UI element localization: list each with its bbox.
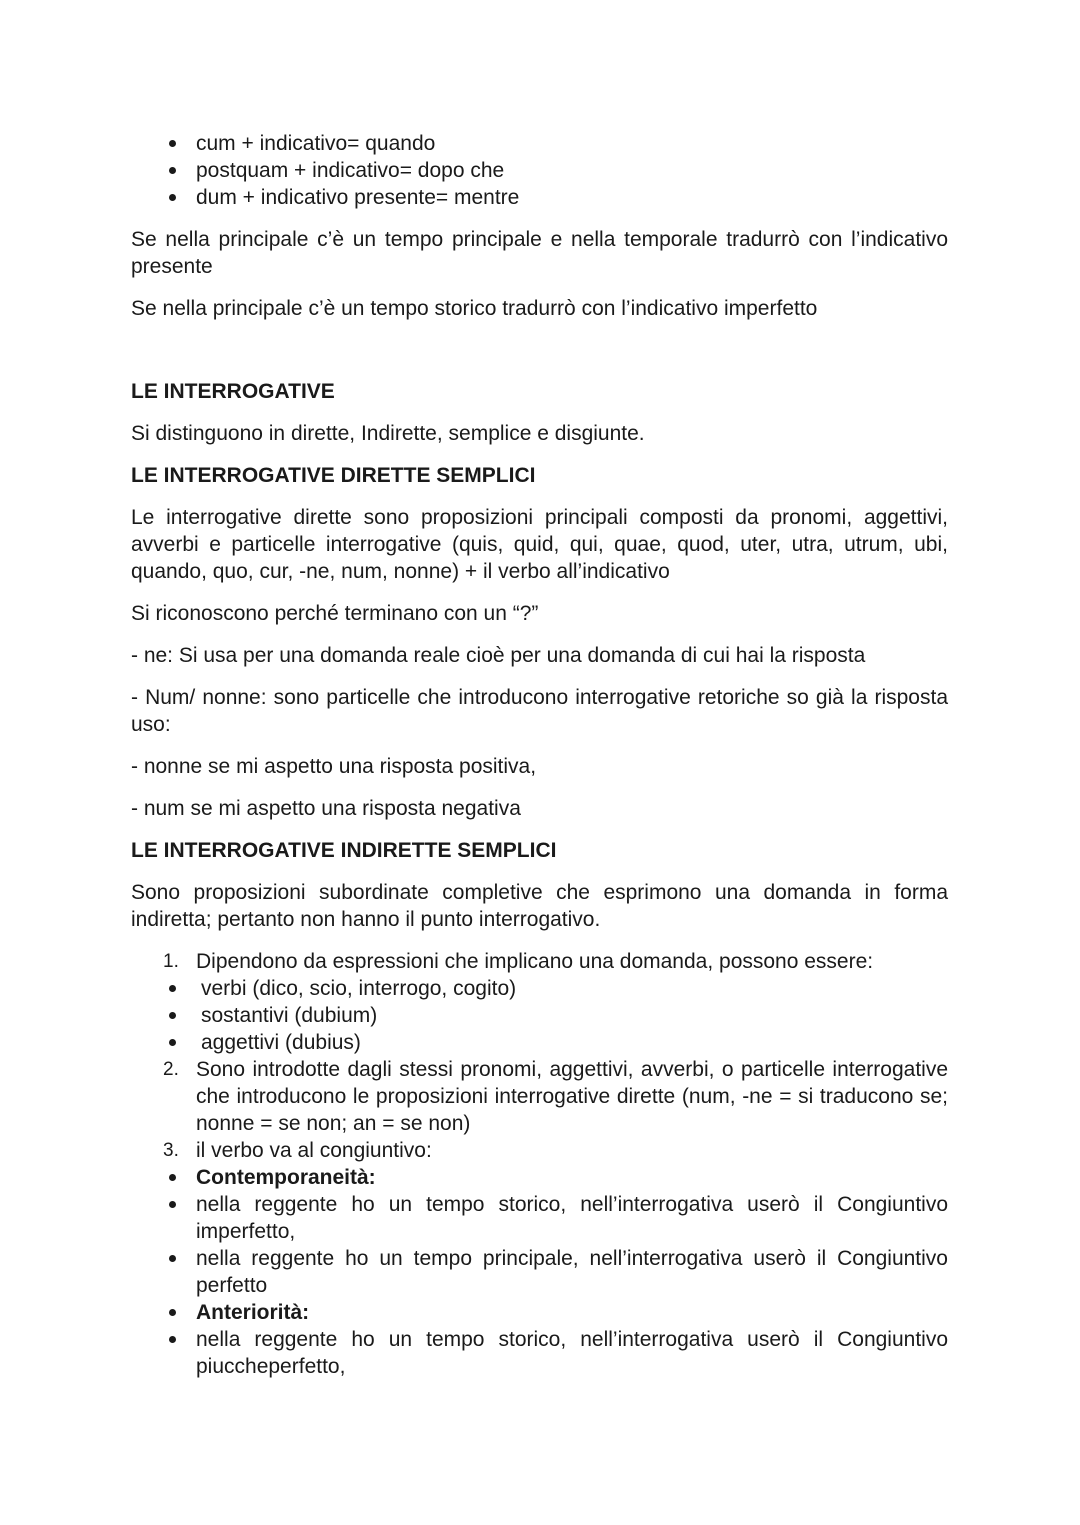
item-number: 1. xyxy=(163,951,179,972)
temporal-conjunctions-list xyxy=(131,130,948,211)
numbered-item-1 xyxy=(131,948,948,975)
list-item: nella reggente ho un tempo storico, nell’interrogativa userò il Congiuntivo imperfetto, xyxy=(131,1191,948,1245)
item-text: il verbo va al congiuntivo: xyxy=(196,1139,432,1162)
paragraph-principale-storico: Se nella principale c’è un tempo storico tradurrò con l’indicativo imperfetto xyxy=(131,297,818,320)
contemporaneita-label: Contemporaneità: xyxy=(131,1164,948,1191)
list-item: postquam + indicativo= dopo che xyxy=(131,157,948,184)
list-item: nella reggente ho un tempo principale, nell’interrogativa userò il Congiuntivo perfetto xyxy=(131,1245,948,1299)
heading-dirette-semplici: LE INTERROGATIVE DIRETTE SEMPLICI xyxy=(131,464,536,487)
paragraph-num-nonne: - Num/ nonne: sono particelle che introducono interrogative retoriche so già la risposta uso: xyxy=(131,686,948,736)
item-text: Sono introdotte dagli stessi pronomi, aggettivi, avverbi, o particelle interrogative che introducono le proposizioni interrogative dirette (num, -ne = si traducono se; nonne = se non; an = se non) xyxy=(196,1058,948,1135)
paragraph-principale-presente: Se nella principale c’è un tempo principale e nella temporale tradurrò con l’indicativo presente xyxy=(131,228,948,278)
list-item: verbi (dico, scio, interrogo, cogito) xyxy=(131,975,948,1002)
heading-interrogative: LE INTERROGATIVE xyxy=(131,380,335,403)
list-item: dum + indicativo presente= mentre xyxy=(131,184,948,211)
item-text: Dipendono da espressioni che implicano una domanda, possono essere: xyxy=(196,950,874,973)
anteriorita-label: Anteriorità: xyxy=(131,1299,948,1326)
item-number: 3. xyxy=(163,1140,179,1161)
indirette-rules-list xyxy=(131,948,948,1380)
numbered-item-2 xyxy=(131,1056,948,1137)
document-content xyxy=(131,130,948,1380)
paragraph-riconoscono: Si riconoscono perché terminano con un “?” xyxy=(131,602,539,625)
list-item: nella reggente ho un tempo storico, nell’interrogativa userò il Congiuntivo piuccheperfetto, xyxy=(131,1326,948,1380)
numbered-item-3 xyxy=(131,1137,948,1164)
list-item: aggettivi (dubius) xyxy=(131,1029,948,1056)
paragraph-nonne: - nonne se mi aspetto una risposta positiva, xyxy=(131,755,537,778)
paragraph-distinguono: Si distinguono in dirette, Indirette, semplice e disgiunte. xyxy=(131,422,645,445)
paragraph-indirette-definition: Sono proposizioni subordinate completive che esprimono una domanda in forma indiretta; pertanto non hanno il punto interrogativo. xyxy=(131,881,948,931)
heading-indirette-semplici: LE INTERROGATIVE INDIRETTE SEMPLICI xyxy=(131,839,557,862)
list-item: sostantivi (dubium) xyxy=(131,1002,948,1029)
paragraph-ne: - ne: Si usa per una domanda reale cioè per una domanda di cui hai la risposta xyxy=(131,644,866,667)
list-item: cum + indicativo= quando xyxy=(131,130,948,157)
paragraph-dirette-definition: Le interrogative dirette sono proposizioni principali composti da pronomi, aggettivi, avverbi e particelle interrogative (quis, quid, qui, quae, quod, uter, utra, utrum, ubi, quando, quo, cur, -ne, num, nonne) + il verbo all’indicativo xyxy=(131,506,948,583)
item-number: 2. xyxy=(163,1059,179,1080)
paragraph-num: - num se mi aspetto una risposta negativa xyxy=(131,797,521,820)
